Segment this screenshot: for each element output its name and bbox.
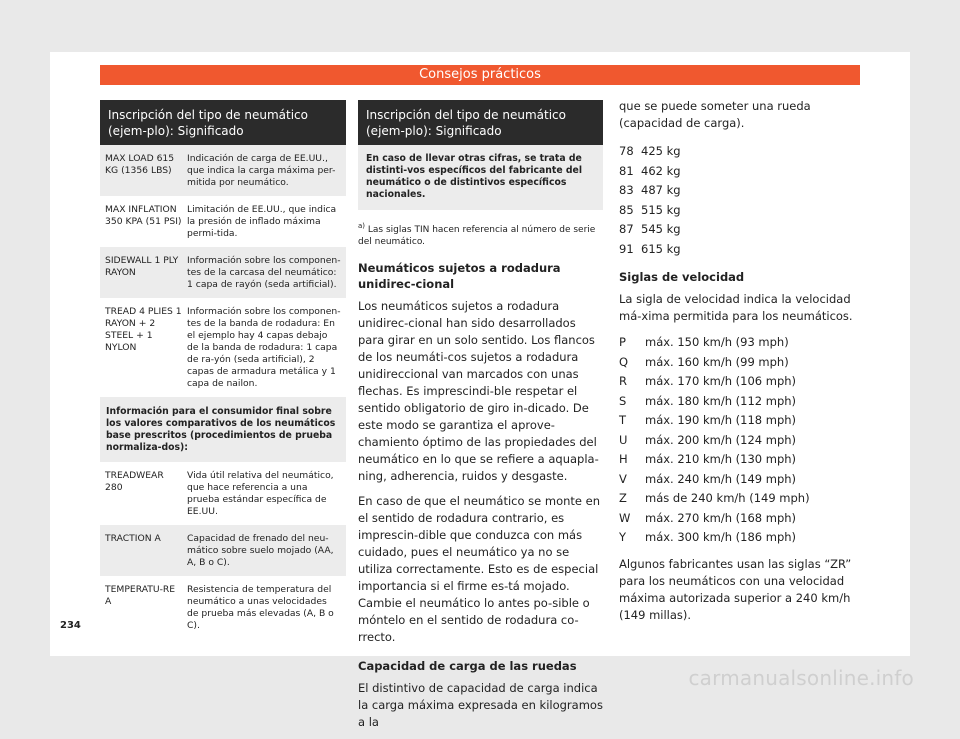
paragraph: Los neumáticos sujetos a rodadura unidirec-cional han sido desarrollados para girar en un solo sentido. Los flancos de los neumáti-cos sujetos a rodadura unidireccional van marcados con unas flechas. Es imprescindi-ble respetar el sentido obligatorio de giro in-dicado. De este modo se garantiza el aprove-chamiento óptimo de las propiedades del neumático en lo que se refiere a aquapla-ning, adherencia, ruidos y desgaste. bbox=[358, 299, 599, 483]
list-item bbox=[619, 450, 860, 470]
footnote-marker: a) bbox=[358, 222, 366, 230]
section-title: Neumáticos sujetos a rodadura unidirec-cional bbox=[358, 261, 561, 291]
footnote bbox=[358, 220, 603, 248]
column-right bbox=[619, 98, 860, 632]
page-number: 234 bbox=[60, 620, 81, 631]
table-note: En caso de llevar otras cifras, se trata de distinti-vos específicos del fabricante del neumático o de distintivos específicos nacionales. bbox=[358, 145, 603, 210]
table-cell-desc: Vida útil relativa del neumático, que hace referencia a una prueba estándar específica de EE.UU. bbox=[187, 470, 334, 517]
column-middle bbox=[358, 100, 603, 739]
list-item bbox=[619, 528, 860, 548]
list-item-value: 615 kg bbox=[641, 241, 681, 256]
list-item-value: 425 kg bbox=[641, 144, 681, 158]
list-item bbox=[619, 489, 860, 509]
list-item bbox=[619, 181, 860, 201]
list-item bbox=[619, 392, 860, 412]
table-cell-desc: Capacidad de frenado del neu-mático sobre suelo mojado (AA, A, B o C). bbox=[187, 533, 334, 568]
paragraph: que se puede someter una rueda (capacidad de carga). bbox=[619, 99, 811, 130]
list-item bbox=[619, 333, 860, 353]
table-row bbox=[100, 145, 346, 196]
table-cell-code: TREADWEAR 280 bbox=[105, 470, 164, 493]
watermark: carmanualsonline.info bbox=[688, 666, 914, 690]
list-item-value: máx. 210 km/h (130 mph) bbox=[645, 452, 797, 466]
list-item-key: S bbox=[619, 393, 627, 408]
list-item bbox=[619, 142, 860, 162]
list-item-value: máx. 200 km/h (124 mph) bbox=[645, 432, 797, 447]
list-item-key: T bbox=[619, 413, 627, 427]
list-item bbox=[619, 372, 860, 392]
list-item-key: V bbox=[619, 471, 627, 486]
list-item-key: Q bbox=[619, 354, 629, 369]
list-item-value: máx. 160 km/h (99 mph) bbox=[645, 354, 789, 369]
list-item-key: U bbox=[619, 432, 628, 447]
table-heading: Inscripción del tipo de neumático (ejem-plo): Significado bbox=[358, 100, 603, 145]
paragraph: En caso de que el neumático se monte en el sentido de rodadura contrario, es imprescin-dible que conduzca con más cuidado, pues el neumático ya no se utiliza correctamente. Esto es de especial importancia si el firme es-tá mojado. Cambie el neumático lo antes po-sible o móntelo en el sentido de rodadura co-rrecto. bbox=[358, 494, 601, 644]
list-item-value: máx. 180 km/h (112 mph) bbox=[645, 393, 797, 408]
list-item bbox=[619, 470, 860, 490]
table-row bbox=[100, 462, 346, 525]
paragraph: Algunos fabricantes usan las siglas “ZR” para los neumáticos con una velocidad máxima autorizada superior a 240 km/h (149 millas). bbox=[619, 556, 852, 622]
list-item-value: máx. 240 km/h (149 mph) bbox=[645, 471, 797, 486]
list-item bbox=[619, 220, 860, 240]
list-item-key: H bbox=[619, 452, 628, 466]
list-item-value: 545 kg bbox=[641, 222, 681, 236]
list-item-value: máx. 300 km/h (186 mph) bbox=[645, 530, 797, 544]
list-item-key: 87 bbox=[619, 222, 634, 236]
list-item-key: Z bbox=[619, 491, 627, 505]
table-row bbox=[100, 525, 346, 576]
consumer-info-row: Información para el consumidor final sobre los valores comparativos de los neumáticos base prescritos (procedimientos de prueba normaliza-dos): bbox=[100, 397, 346, 462]
table-cell-code: MAX LOAD 615 KG (1356 LBS) bbox=[105, 153, 175, 176]
list-item-key: W bbox=[619, 510, 631, 525]
table-cell-code: TRACTION A bbox=[105, 533, 161, 544]
table-row bbox=[100, 298, 346, 397]
footnote-text: Las siglas TIN hacen referencia al número de serie del neumático. bbox=[358, 225, 596, 247]
table-cell-code: TREAD 4 PLIES 1 RAYON + 2 STEEL + 1 NYLON bbox=[105, 306, 182, 353]
table-cell-desc: Limitación de EE.UU., que indica la presión de inflado máxima permi-tida. bbox=[187, 204, 337, 239]
list-item-value: máx. 270 km/h (168 mph) bbox=[645, 510, 797, 525]
list-item bbox=[619, 240, 860, 260]
table-cell-code: TEMPERATU-RE A bbox=[105, 584, 176, 607]
table-row bbox=[100, 196, 346, 247]
table-cell-desc: Información sobre los componen-tes de la banda de rodadura: En el ejemplo hay 4 capas debajo de la banda de rodadura: 1 capa de ra-yón (seda artificial), 2 capas de armadura metálica y 1 capa de nailon. bbox=[187, 306, 341, 389]
list-item-value: 515 kg bbox=[641, 202, 681, 217]
table-row bbox=[100, 247, 346, 298]
list-item-value: máx. 190 km/h (118 mph) bbox=[645, 413, 797, 427]
list-item-key: P bbox=[619, 335, 626, 349]
table-cell-desc: Indicación de carga de EE.UU., que indica la carga máxima per-mitida por neumático. bbox=[187, 153, 336, 188]
list-item-key: 78 bbox=[619, 144, 634, 158]
list-item-value: 462 kg bbox=[641, 163, 681, 178]
table-heading: Inscripción del tipo de neumático (ejem-plo): Significado bbox=[100, 100, 346, 145]
table-cell-code: SIDEWALL 1 PLY RAYON bbox=[105, 255, 179, 278]
speed-index-list bbox=[619, 333, 860, 548]
list-item-key: 81 bbox=[619, 163, 634, 178]
table-row bbox=[100, 576, 346, 639]
list-item-key: 85 bbox=[619, 202, 634, 217]
list-item-value: máx. 170 km/h (106 mph) bbox=[645, 374, 797, 388]
list-item bbox=[619, 431, 860, 451]
paragraph: El distintivo de capacidad de carga indica la carga máxima expresada en kilogramos a la bbox=[358, 681, 603, 729]
list-item-value: máx. 150 km/h (93 mph) bbox=[645, 335, 789, 349]
section-title: Siglas de velocidad bbox=[619, 270, 745, 284]
list-item bbox=[619, 353, 860, 373]
load-index-list bbox=[619, 142, 860, 259]
paragraph: La sigla de velocidad indica la velocidad má-xima permitida para los neumáticos. bbox=[619, 292, 853, 323]
list-item bbox=[619, 201, 860, 221]
section-title: Capacidad de carga de las ruedas bbox=[358, 659, 577, 673]
list-item-key: 83 bbox=[619, 183, 634, 197]
list-item bbox=[619, 411, 860, 431]
list-item-value: 487 kg bbox=[641, 183, 681, 197]
list-item-key: R bbox=[619, 374, 627, 388]
list-item bbox=[619, 509, 860, 529]
list-item bbox=[619, 162, 860, 182]
section-header: Consejos prácticos bbox=[100, 65, 860, 85]
table-cell-desc: Información sobre los componen-tes de la carcasa del neumático: 1 capa de rayón (seda artificial). bbox=[187, 255, 341, 290]
table-cell-desc: Resistencia de temperatura del neumático a unas velocidades de prueba más elevadas (A, B o C). bbox=[187, 584, 334, 631]
list-item-value: más de 240 km/h (149 mph) bbox=[645, 491, 810, 505]
list-item-key: Y bbox=[619, 530, 627, 544]
list-item-key: 91 bbox=[619, 241, 634, 256]
table-cell-code: MAX INFLATION 350 KPA (51 PSI) bbox=[105, 204, 182, 227]
column-left bbox=[100, 100, 346, 639]
